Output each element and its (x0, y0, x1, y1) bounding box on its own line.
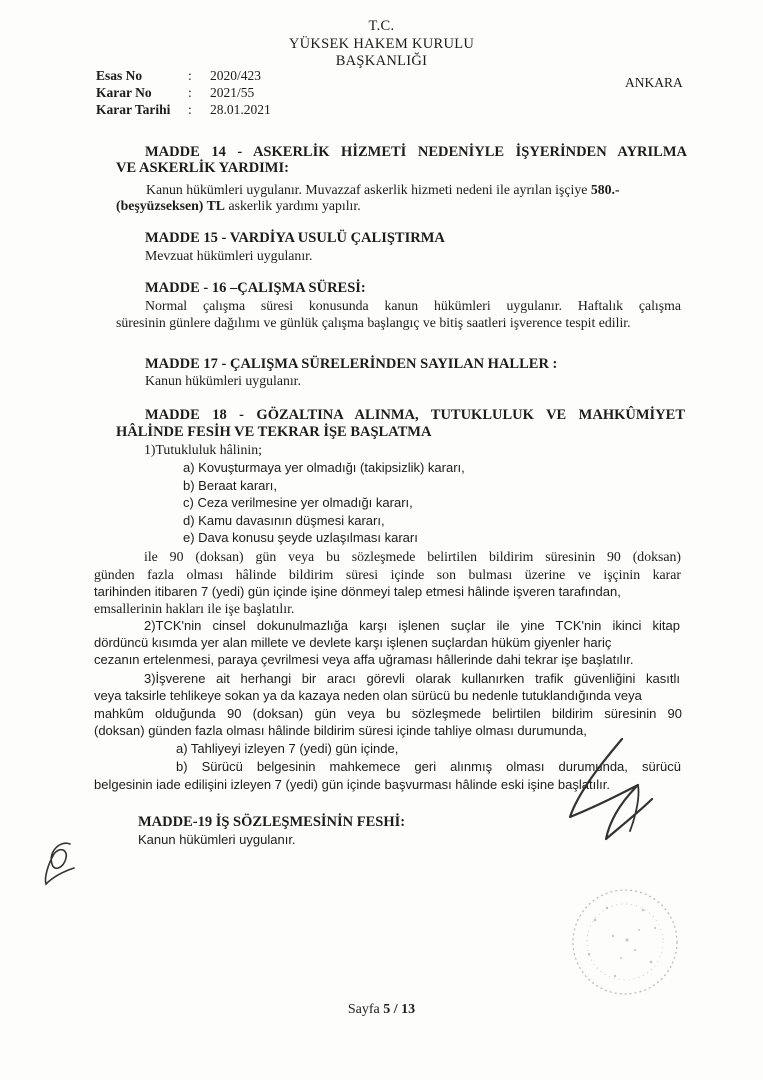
article-14-text-2 (116, 197, 361, 214)
article-18-p3-line-1: 3)İşverene ait herhangi bir aracı görevli olarak kullanırken trafik güvenliğini kasıtlı (144, 671, 680, 686)
article-16-text-1: Normal çalışma süresi konusunda kanun hükümleri uygulanır. Haftalık çalışma (145, 298, 681, 313)
page-current: 5 (383, 1002, 391, 1017)
signature (560, 735, 670, 855)
colon: : (188, 68, 192, 83)
article-19-title: MADDE-19 İŞ SÖZLEŞMESİNİN FESHİ: (138, 814, 406, 830)
article-18-item-list (183, 459, 465, 547)
karar-value: 2021/55 (210, 85, 255, 100)
page-total: 13 (401, 1002, 416, 1017)
article-14-amount: 580.- (590, 182, 620, 197)
esas-label: Esas No (96, 68, 143, 83)
list-item: b) Beraat kararı, (183, 477, 277, 493)
article-18-p2-line-1: 2)TCK'nin cinsel dokunulmazlığa karşı işlenen suçlar ile yine TCK'nin ikinci kitap (144, 618, 680, 633)
page-label: Sayfa (347, 1002, 380, 1017)
karar-row (96, 84, 271, 101)
article-18-p2-line-3: cezanın ertelenmesi, paraya çevrilmesi veya affa uğraması hâllerinde dahi tekrar işe başlatılır. (94, 652, 634, 667)
article-18-p3-line-4: (doksan) günden fazla olması hâlinde bildirim süresi içinde tahliye olması durumunda, (94, 723, 587, 738)
article-16-title: MADDE - 16 –ÇALIŞMA SÜRESİ: (145, 280, 366, 296)
karar-label: Karar No (96, 85, 152, 100)
tarih-label: Karar Tarihi (96, 102, 171, 117)
list-item: c) Ceza verilmesine yer olmadığı kararı, (183, 495, 413, 510)
colon: : (188, 85, 192, 100)
header-department: BAŞKANLIĞI (335, 53, 428, 69)
article-18-p1-line-4: emsallerinin hakları ile işe başlatılır. (94, 601, 295, 616)
article-16-text-2: süresinin günlere dağılımı ve günlük çalışma başlangıç ve bitiş saatleri işverence tespit edilir. (116, 315, 631, 330)
article-18-p2-line-2: dördüncü kısımda yer alan millete ve devlete karşı işlenen suçlardan hüküm giyenler hariç (94, 635, 612, 650)
esas-row (96, 67, 271, 84)
page-footer (0, 1002, 763, 1018)
article-15-title: MADDE 15 - VARDİYA USULÜ ÇALIŞTIRMA (145, 230, 445, 246)
article-18-title: MADDE 18 - GÖZALTINA ALINMA, TUTUKLULUK VE MAHKÛMİYET (145, 407, 685, 423)
article-17-title: MADDE 17 - ÇALIŞMA SÜRELERİNDEN SAYILAN HALLER : (145, 356, 558, 372)
article-18-p3-line-2: veya taksirle tehlikeye sokan ya da kazaya neden olan sürücü bu nedenle tutuklandığında veya (94, 688, 642, 703)
colon: : (188, 102, 192, 117)
list-item: e) Dava konusu şeyde uzlaşılması kararı (183, 530, 418, 545)
article-18-p3-item-b-1: b) Sürücü belgesinin mahkemece geri alınmış olması durumunda, sürücü (176, 759, 681, 774)
article-18-p3-item-a: a) Tahliyeyi izleyen 7 (yedi) gün içinde, (176, 741, 399, 756)
article-18-p3-line-3: mahkûm olduğunda 90 (doksan) gün veya bu sözleşmede belirtilen bildirim süresinin 90 (94, 706, 682, 721)
tarih-value: 28.01.2021 (210, 102, 271, 117)
esas-value: 2020/423 (210, 68, 262, 83)
article-15-text: Mevzuat hükümleri uygulanır. (145, 248, 313, 263)
header-institution: YÜKSEK HAKEM KURULU (288, 36, 475, 52)
article-18-title-cont: HÂLİNDE FESİH VE TEKRAR İŞE BAŞLATMA (116, 424, 432, 440)
case-meta (96, 67, 271, 118)
article-14-text-2b: askerlik yardımı yapılır. (228, 198, 361, 213)
header-tc: T.C. (368, 18, 395, 34)
article-14-title: MADDE 14 - ASKERLİK HİZMETİ NEDENİYLE İŞYERİNDEN AYRILMA (145, 144, 687, 160)
article-18-p3-item-b-2: belgesinin iade edilişini izleyen 7 (yedi) gün içinde başvurması hâlinde eski işine başlatılır. (94, 777, 610, 792)
article-17-text: Kanun hükümleri uygulanır. (145, 373, 301, 388)
list-item: a) Kovuşturmaya yer olmadığı (takipsizlik) kararı, (183, 460, 465, 475)
tarih-row (96, 101, 271, 118)
city: ANKARA (625, 75, 683, 90)
page-separator: / (393, 1002, 398, 1017)
handwritten-initial (40, 838, 80, 888)
article-14-amount-words: (beşyüzseksen) TL (116, 198, 225, 213)
article-18-p1-intro: 1)Tutukluluk hâlinin; (144, 442, 262, 457)
article-19-text: Kanun hükümleri uygulanır. (138, 832, 296, 847)
article-14-text-1 (146, 181, 620, 198)
article-14-title-cont: VE ASKERLİK YARDIMI: (116, 160, 289, 176)
list-item: d) Kamu davasının düşmesi kararı, (183, 512, 385, 528)
article-14-text-1a: Kanun hükümleri uygulanır. Muvazzaf askerlik hizmeti nedeni ile ayrılan işçiye (146, 182, 588, 197)
article-18-p1-line-2: günden fazla olması hâlinde bildirim süresi içinde son bulması üzerine ve işçinin karar (94, 567, 681, 582)
article-18-p1-line-1: ile 90 (doksan) gün veya bu sözleşmede belirtilen bildirim süresinin 90 (doksan) (144, 549, 681, 564)
article-18-p1-line-3: tarihinden itibaren 7 (yedi) gün içinde işine dönmeyi talep etmesi hâlinde işveren tarafından, (94, 584, 621, 599)
official-seal-stamp (555, 880, 695, 1000)
